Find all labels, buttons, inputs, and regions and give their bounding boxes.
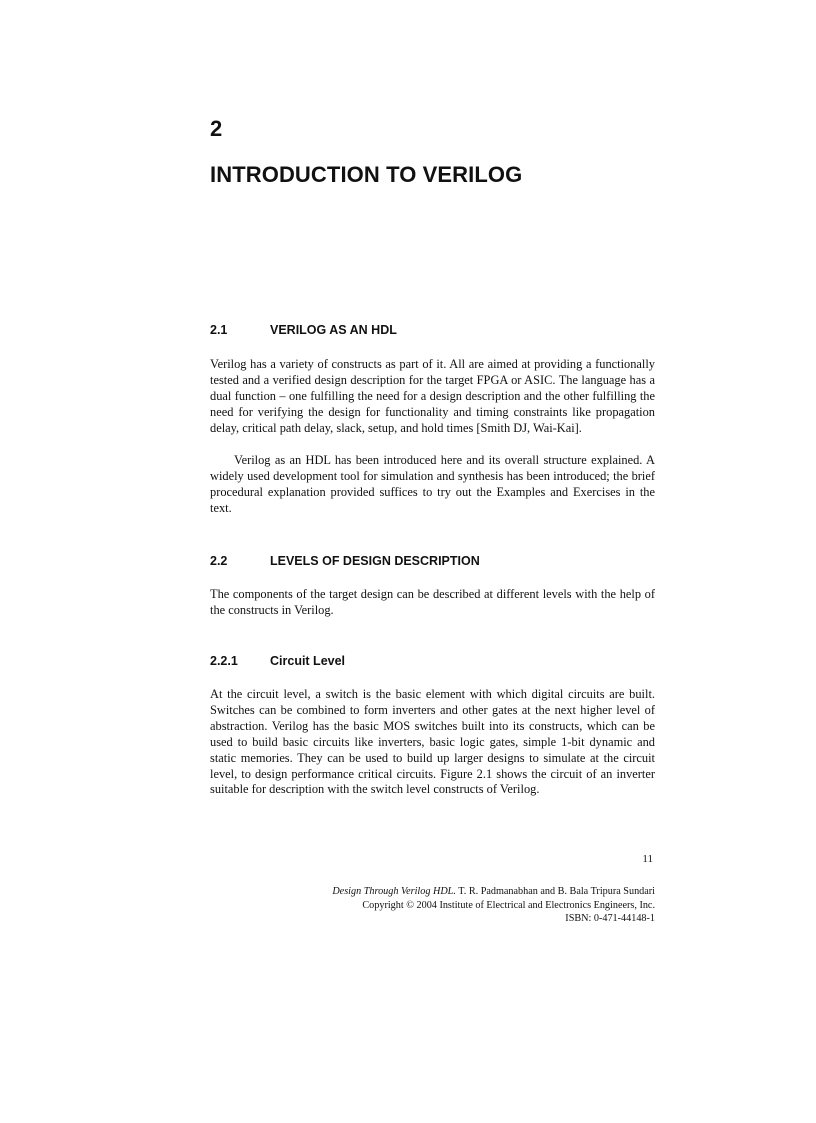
chapter-number: 2 — [210, 116, 223, 141]
chapter-title: INTRODUCTION TO VERILOG — [210, 162, 523, 187]
footer-citation — [210, 885, 655, 899]
footer-authors: T. R. Padmanabhan and B. Bala Tripura Sundari — [455, 886, 655, 897]
subsection-heading-2-2-1 — [210, 653, 345, 669]
section-title: LEVELS OF DESIGN DESCRIPTION — [270, 554, 480, 568]
section-title: VERILOG AS AN HDL — [270, 323, 397, 337]
page-number: 11 — [642, 853, 653, 865]
footer-copyright: Copyright © 2004 Institute of Electrical and Electronics Engineers, Inc. — [362, 899, 655, 911]
document-page — [210, 0, 655, 1123]
paragraph: Verilog has a variety of constructs as part of it. All are aimed at providing a functionally tested and a verified design description for the target FPGA or ASIC. The language has a dual function – one fulfilling the need for a design description and the other fulfilling the need for verifying the design for functionality and timing constraints like propagation delay, critical path delay, slack, setup, and hold times [Smith DJ, Wai-Kai]. — [210, 357, 655, 435]
footer-book-title: Design Through Verilog HDL. — [332, 886, 456, 897]
section-heading-2-2 — [210, 553, 480, 569]
footer — [210, 885, 655, 926]
section-title: Circuit Level — [270, 654, 346, 668]
section-number: 2.2 — [210, 554, 228, 568]
paragraph: The components of the target design can be described at different levels with the help of the constructs in Verilog. — [210, 587, 655, 617]
footer-isbn: ISBN: 0-471-44148-1 — [565, 913, 655, 924]
paragraph: At the circuit level, a switch is the basic element with which digital circuits are built. Switches can be combined to form inverters and other gates at the next higher level of abstraction. Verilog has the basic MOS switches built into its constructs, which can be used to build basic circuits like inverters, basic logic gates, simple 1-bit dynamic and static memories. They can be used to build up larger designs to simulate at the circuit level, to design performance critical circuits. Figure 2.1 shows the circuit of an inverter suitable for description with the switch level constructs of Verilog. — [210, 687, 655, 797]
paragraph: Verilog as an HDL has been introduced here and its overall structure explained. A widely used development tool for simulation and synthesis has been introduced; the brief procedural explanation provided suffices to try out the Examples and Exercises in the text. — [210, 453, 655, 515]
section-heading-2-1 — [210, 322, 397, 338]
section-number: 2.1 — [210, 323, 228, 337]
section-number: 2.2.1 — [210, 654, 238, 668]
